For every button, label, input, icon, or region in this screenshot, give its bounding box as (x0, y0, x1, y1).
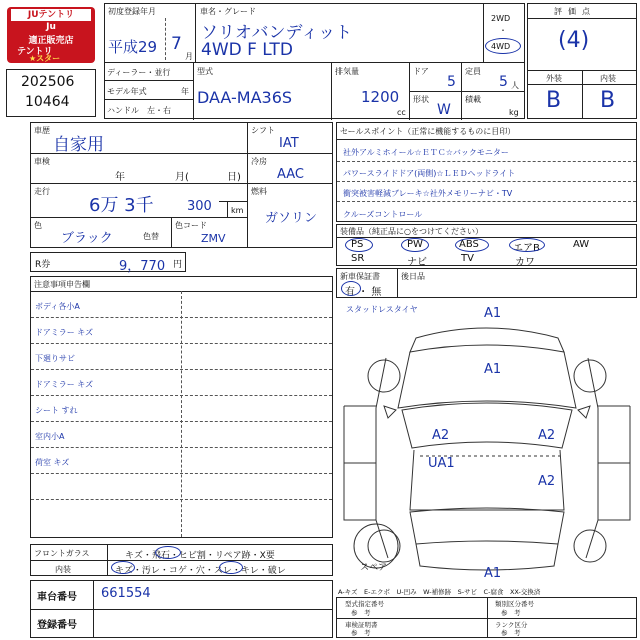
shift-value: IAT (279, 136, 299, 151)
dealer-import-label: ディーラー・並行 (107, 68, 171, 77)
year-unit: 年 (181, 87, 189, 96)
mark-right-front-door: A2 (538, 428, 556, 443)
recycle-box (30, 252, 186, 272)
glass-box (30, 544, 333, 576)
km-unit: km (231, 206, 244, 215)
interior-grade: B (600, 88, 616, 113)
cert-label: 車検証明書 (345, 621, 378, 629)
chassis-number: 661554 (101, 586, 151, 601)
shape-value: W (437, 102, 451, 118)
shape-label: 形状 (413, 95, 429, 104)
vehicle-box (30, 122, 333, 248)
front-glass-options: キズ・飛石・ヒビ割・リペア跡・X要 (125, 551, 275, 561)
load-unit: kg (509, 108, 519, 117)
yen-unit: 円 (173, 260, 183, 270)
note-4: ドアミラー キズ (35, 380, 94, 389)
equip-navi: ナビ (407, 257, 427, 268)
interior-cond-options: キズ・汚レ・コゲ・穴・スレ・キレ・破レ (115, 566, 286, 576)
mileage-label: 走行 (34, 187, 50, 196)
doors-value: 5 (447, 74, 456, 90)
cc-unit: cc (397, 108, 406, 117)
car-name: ソリオバンディット (201, 23, 353, 43)
note-1: ボディ各小A (35, 302, 80, 311)
note-7: 荷室 キズ (35, 458, 70, 467)
brand-star: ★スター (29, 54, 61, 63)
equip-aw: AW (573, 239, 590, 250)
insp-day-unit: 日) (227, 172, 241, 183)
car-outline (336, 298, 637, 588)
color-value: ブラック (61, 231, 113, 246)
brand-top: JUテントリ (11, 9, 91, 21)
fuel-value: ガソリン (265, 211, 318, 226)
aircon-label: 冷房 (251, 157, 267, 166)
capacity-label: 定員 (465, 67, 481, 76)
mark-hood: A1 (484, 362, 502, 377)
brand-sub: Ju (46, 22, 56, 32)
selling-point-4: クルーズコントロール (343, 210, 423, 219)
lot-number: 10464 (25, 94, 70, 110)
notes-box (30, 276, 333, 538)
mark-right-rear-door: A2 (538, 474, 556, 489)
mark-left-front-door: A2 (432, 428, 450, 443)
lot-box (6, 69, 96, 117)
recycle-value: 9，770 (119, 259, 166, 274)
inspection-label: 車検 (34, 157, 50, 166)
usage-label: 車歴 (34, 126, 50, 135)
mark-left-rear-door: UA1 (428, 456, 455, 471)
equip-airbag-circle (509, 238, 545, 252)
equip-sr: SR (351, 253, 365, 264)
exterior-grade: B (546, 88, 562, 113)
model-code: DAA-MA36S (197, 88, 293, 107)
interior-label: 内装 (600, 74, 616, 83)
fuel-label: 燃料 (251, 187, 267, 196)
model-year-label: モデル年式 (107, 87, 147, 96)
recycle-label: R券 (35, 260, 51, 270)
selling-point-3: 衝突被害軽減ブレーキ☆社外メモリーナビ・TV (343, 189, 513, 198)
reg-label: 登録番号 (37, 620, 77, 631)
color-label: 色 (34, 221, 42, 230)
equip-pw-circle (401, 238, 429, 252)
scratch-circle (111, 561, 135, 574)
note-2: ドアミラー キズ (35, 328, 94, 337)
first-reg-month: 7 (171, 34, 182, 54)
aircon-value: AAC (277, 167, 304, 182)
mileage-value: 6万 3千 (89, 195, 154, 216)
month-unit: 月 (185, 52, 193, 61)
chassis-label: 車台番号 (37, 592, 77, 603)
chassis-box (30, 580, 333, 638)
insp-month-unit: 月( (175, 172, 189, 183)
equip-leather: カワ (515, 257, 535, 268)
capacity-unit: 人 (511, 81, 519, 90)
drive-2wd: 2WD (491, 14, 511, 23)
mark-rear-bumper: A1 (484, 566, 502, 581)
equipment-label: 装備品（純正品に○をつけてください） (340, 227, 483, 236)
damage-diagram (336, 298, 637, 588)
selling-points-box (336, 122, 637, 222)
cert-ref: 参 考 (351, 629, 371, 637)
shift-label: シフト (251, 126, 275, 135)
notes-label: 注意事項申告欄 (34, 280, 90, 289)
exterior-label: 外装 (546, 74, 562, 83)
color-change-label: 色替 (143, 232, 159, 241)
note-3: 下廻りサビ (35, 354, 75, 363)
form-label: 型式指定番号 (345, 600, 384, 608)
model-label: 型式 (197, 67, 213, 76)
car-grade: 4WD F LTD (201, 40, 293, 60)
score-box (527, 3, 637, 119)
displacement-label: 排気量 (335, 67, 359, 76)
selling-point-1: 社外アルミホイール☆ＥＴＣ☆バックモニター (343, 148, 509, 157)
doors-label: ドア (413, 67, 429, 76)
insp-year-unit: 年 (115, 172, 125, 183)
brand-bottom: テントリ (17, 47, 53, 57)
equip-abs: ABS (459, 239, 479, 250)
score-value: (4) (558, 28, 590, 53)
drive-4wd: 4WD (491, 42, 511, 51)
drive-4wd-circle (485, 38, 521, 54)
first-reg-era: 平成29 (108, 38, 158, 56)
chip-circle (155, 546, 181, 559)
form-ref: 参 考 (351, 609, 371, 617)
equip-tv: TV (461, 253, 474, 264)
interior-cond-label: 内装 (55, 565, 71, 574)
equip-ps-circle (345, 238, 373, 252)
equip-pw: PW (407, 239, 423, 250)
color-code: ZMV (201, 232, 226, 245)
first-reg-label: 初度登録年月 (108, 7, 156, 16)
category-label: 類別区分番号 (495, 600, 534, 608)
lot-date: 202506 (21, 74, 75, 90)
damage-legend: A-キズ E-エクボ U-凹み W-補修跡 S-サビ C-腐食 XX-交換済 (338, 588, 541, 596)
rank-ref: 参 考 (501, 629, 521, 637)
certificate-box (336, 268, 637, 298)
equip-abs-circle (455, 238, 489, 252)
certificate-label: 新車保証書 (340, 272, 380, 281)
mark-front-bumper: A1 (484, 306, 502, 321)
dealer-stamp (0, 0, 102, 66)
front-glass-label: フロントガラス (34, 549, 90, 558)
note-5: シート すれ (35, 406, 78, 415)
displacement: 1200 (361, 88, 400, 106)
header-box (104, 3, 525, 119)
mileage-sub: 300 (187, 199, 212, 214)
load-label: 積載 (465, 95, 481, 104)
dealer-logo (7, 7, 95, 63)
tire-label: スタッドレスタイヤ (346, 305, 418, 314)
category-ref: 参 考 (501, 609, 521, 617)
drive-dot: ・ (499, 26, 507, 35)
owner-label: 後日品 (401, 272, 425, 281)
handle-label: ハンドル 左・右 (107, 106, 171, 115)
equipment-box (336, 224, 637, 266)
equip-airbag: エアB (513, 243, 540, 254)
usage-value: 自家用 (53, 135, 104, 155)
wear-circle (219, 561, 243, 574)
equip-ps: PS (351, 239, 364, 250)
spare-label: スペア (360, 563, 388, 573)
score-label: 評価点 (554, 7, 596, 16)
certificate-value: 有 ・ 無 (345, 287, 382, 298)
rank-label: ランク区分 (495, 621, 528, 629)
reference-box (336, 597, 637, 638)
brand-line: 適正販売店 (28, 36, 74, 46)
certificate-yes-circle (341, 281, 361, 296)
note-6: 室内小A (35, 432, 65, 441)
color-code-label: 色コード (175, 221, 207, 230)
capacity-value: 5 (499, 74, 508, 90)
selling-points-label: セールスポイント（正常に機能するものに目印） (340, 127, 516, 136)
selling-point-2: パワースライドドア(両側)☆ＬＥＤヘッドライト (343, 169, 516, 178)
car-name-label: 車名・グレード (200, 7, 256, 16)
